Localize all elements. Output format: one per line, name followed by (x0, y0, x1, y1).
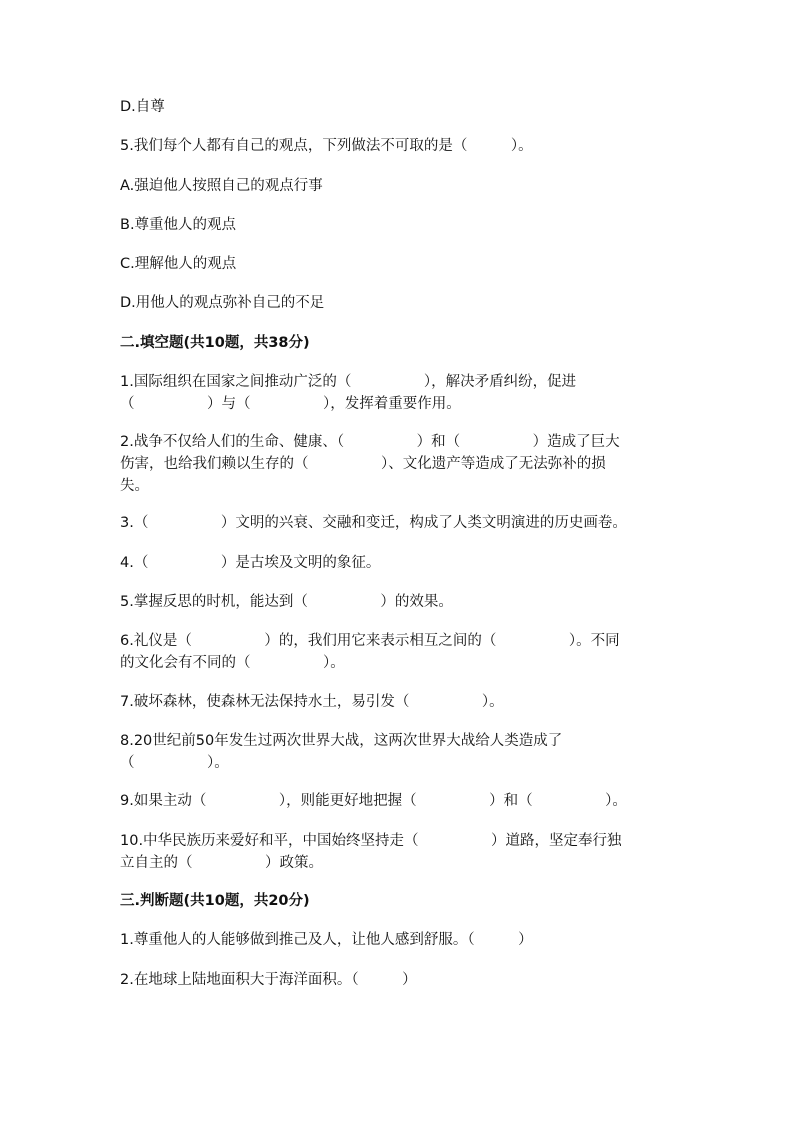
judge-item-2 (120, 969, 680, 991)
question-line: 9.如果主动（ ），则能更好地把握（ ）和（ ）。 (120, 793, 627, 809)
question-line: 2.在地球上陆地面积大于海洋面积。（ ） (120, 972, 417, 988)
q4-option-d (120, 96, 680, 118)
fill-item-3 (120, 512, 680, 534)
fill-item-6 (120, 630, 680, 674)
option-text: D.自尊 (120, 99, 165, 115)
fill-item-7 (120, 691, 680, 713)
question-line: 6.礼仪是（ ）的，我们用它来表示相互之间的（ ）。不同 (120, 633, 620, 649)
question-line: 4.（ ）是古埃及文明的象征。 (120, 555, 381, 571)
question-line: 3.（ ）文明的兴衰、交融和变迁，构成了人类文明演进的历史画卷。 (120, 515, 627, 531)
q5-option-d (120, 292, 680, 314)
question-line: （ ）。 (120, 755, 229, 771)
option-text: C.理解他人的观点 (120, 256, 237, 272)
question-line: 7.破坏森林，使森林无法保持水土，易引发（ ）。 (120, 694, 504, 710)
fill-item-2 (120, 431, 680, 497)
section-heading: 三.判断题(共10题，共20分) (120, 893, 310, 909)
question-line: 10.中华民族历来爱好和平，中国始终坚持走（ ）道路，坚定奉行独 (120, 833, 622, 849)
question-line: 伤害，也给我们赖以生存的（ ）、文化遗产等造成了无法弥补的损 (120, 456, 606, 472)
q5-option-b (120, 214, 680, 236)
fill-item-5 (120, 591, 680, 613)
question-line: 1.尊重他人的人能够做到推己及人，让他人感到舒服。（ ） (120, 932, 533, 948)
judge-item-1 (120, 929, 680, 951)
option-text: A.强迫他人按照自己的观点行事 (120, 178, 323, 194)
question-stem: 5.我们每个人都有自己的观点，下列做法不可取的是（ ）。 (120, 138, 533, 154)
option-text: D.用他人的观点弥补自己的不足 (120, 295, 325, 311)
question-line: 失。 (120, 478, 149, 494)
question-line: 1.国际组织在国家之间推动广泛的（ ），解决矛盾纠纷，促进 (120, 374, 577, 390)
option-text: B.尊重他人的观点 (120, 217, 237, 233)
fill-item-1 (120, 371, 680, 415)
fill-item-4 (120, 552, 680, 574)
section-heading: 二.填空题(共10题，共38分) (120, 335, 310, 351)
q5-option-c (120, 253, 680, 275)
question-line: （ ）与（ ），发挥着重要作用。 (120, 396, 461, 412)
question-line: 2.战争不仅给人们的生命、健康、（ ）和（ ）造成了巨大 (120, 434, 620, 450)
fill-item-10 (120, 830, 680, 874)
q5-option-a (120, 175, 680, 197)
fill-item-8 (120, 730, 680, 774)
question-line: 的文化会有不同的（ ）。 (120, 655, 345, 671)
q5-stem (120, 135, 680, 157)
section-fill-heading (120, 332, 680, 354)
question-line: 立自主的（ ）政策。 (120, 855, 323, 871)
section-judge-heading (120, 890, 680, 912)
fill-item-9 (120, 790, 680, 812)
question-line: 8.20世纪前50年发生过两次世界大战，这两次世界大战给人类造成了 (120, 733, 563, 749)
question-line: 5.掌握反思的时机，能达到（ ）的效果。 (120, 594, 453, 610)
